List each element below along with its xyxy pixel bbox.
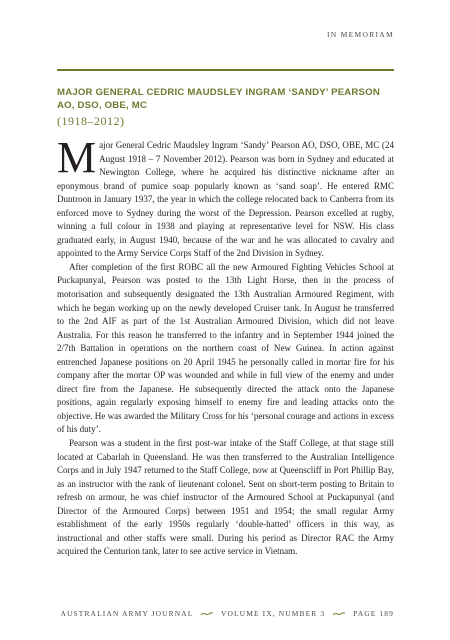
article-years: (1918–2012) (57, 114, 125, 128)
title-rule (57, 69, 394, 71)
paragraph-2: After completion of the first ROBC all the new Armoured Fighting Vehicles School at Puckapunyal, Pearson was posted to the 13th Light Horse, then in the process of motorisation and subsequently designated the 13th Australian Armoured Regiment, with which he began working up on the newly developed Cruiser tank. In August he transferred to the 2nd AIF as part of the 1st Australian Armoured Division, which did not leave Australia. For this reason he transferred to the infantry and in September 1944 joined the 2/7th Battalion in operations on the northern coast of New Guinea. In action against entrenched Japanese positions on 20 April 1945 he personally called in mortar fire for his company after the mortar OP was wounded and while in full view of the enemy and under direct fire from the Japanese. He subsequently directed the attack onto the Japanese positions, again regularly exposing himself to enemy fire and leading attacks onto the objective. He was awarded the Military Cross for his ‘personal courage and actions in excess of his duty’. (57, 261, 394, 435)
running-header: IN MEMORIAM (326, 30, 394, 39)
running-footer (60, 609, 394, 618)
tilde-ornament-icon (332, 611, 346, 617)
volume-number: VOLUME IX, NUMBER 3 (220, 609, 326, 618)
paragraph-3: Pearson was a student in the first post-war intake of the Staff College, at that stage still located at Cabarlah in Queensland. He was then transferred to the Australian Intelligence Corps and in July 1947 returned to the Staff College, now at Queenscliff in Port Phillip Bay, as an instructor with the rank of lieutenant colonel. Sent on short-term posting to Britain to refresh on armour, he was chief instructor of the Armoured School at Puckapunyal (and Director of the Armoured Corps) between 1951 and 1954; the small regular Army establishment of the early 1950s regularly ‘double-hatted’ officers in this way, as instructional and other staffs were small. During his period as Director RAC the Army acquired the Centurion tank, later to see active service in Vietnam. (57, 438, 394, 557)
article-body (57, 133, 394, 559)
journal-name: AUSTRALIAN ARMY JOURNAL (60, 609, 194, 618)
paragraph-1 (57, 133, 394, 261)
article-title: MAJOR GENERAL CEDRIC MAUDSLEY INGRAM ‘SANDY’ PEARSON AO, DSO, OBE, MC (57, 87, 380, 111)
paragraph-1-text: ajor General Cedric Maudsley Ingram ‘Sandy’ Pearson AO, DSO, OBE, MC (24 August 1918 – 7 November 2012). Pearson was born in Sydney and educated at Newington College, where he acquired his distinctive nickname after an eponymous brand of pumice soap popularly known as ‘sand soap’. He entered RMC Duntroon in January 1937, the year in which the college relocated back to Canberra from its enforced move to Sydney during the worst of the Depression. Pearson excelled at rugby, winning a full colour in 1938 and playing at representative level for NSW. His class graduated early, in August 1940, because of the war and he was allocated to cavalry and appointed to the Army Service Corps Staff of the 2nd Division in Sydney. (57, 140, 394, 259)
drop-cap: M (57, 133, 97, 182)
page-number: PAGE 189 (353, 609, 394, 618)
tilde-ornament-icon (200, 611, 214, 617)
